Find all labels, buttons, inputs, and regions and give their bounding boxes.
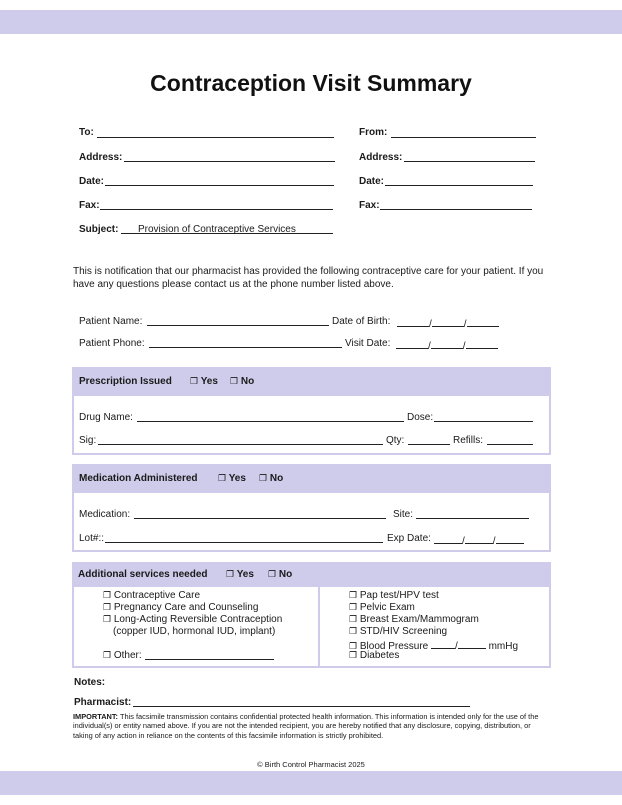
checkbox-icon[interactable]: ❐ <box>349 615 358 625</box>
notes-label: Notes: <box>74 677 106 688</box>
medication-heading: Medication Administered <box>79 473 198 484</box>
from-label: From: <box>359 127 388 138</box>
bottom-band <box>0 771 622 795</box>
refills-label: Refills: <box>453 435 484 446</box>
checkbox-icon[interactable]: ❐ <box>349 603 358 613</box>
address-left-label: Address: <box>79 152 123 163</box>
medication-label: Medication: <box>79 509 131 520</box>
prescription-yes-option[interactable]: ❐ Yes <box>190 376 218 387</box>
service-contraceptive-care[interactable]: ❐ Contraceptive Care <box>103 590 201 601</box>
patient-name-label: Patient Name: <box>79 316 143 327</box>
patient-name-field[interactable] <box>147 325 329 326</box>
prescription-no-option[interactable]: ❐ No <box>230 376 255 387</box>
dose-label: Dose: <box>407 412 434 423</box>
services-no-option[interactable]: ❐ No <box>268 569 293 580</box>
sig-label: Sig: <box>79 435 97 446</box>
to-label: To: <box>79 127 94 138</box>
date-left-field[interactable] <box>105 185 334 186</box>
address-left-field[interactable] <box>124 161 335 162</box>
checkbox-icon[interactable]: ❐ <box>349 591 358 601</box>
service-pelvic-exam[interactable]: ❐ Pelvic Exam <box>349 602 415 613</box>
services-divider <box>318 584 320 667</box>
service-pap-test[interactable]: ❐ Pap test/HPV test <box>349 590 439 601</box>
checkbox-icon[interactable]: ❐ <box>226 570 235 580</box>
subject-value: Provision of Contraceptive Services <box>138 224 296 235</box>
copyright: © Birth Control Pharmacist 2025 <box>257 760 365 769</box>
visit-date-field[interactable]: / / <box>396 338 498 352</box>
service-diabetes[interactable]: ❐ Diabetes <box>349 650 400 661</box>
checkbox-icon[interactable]: ❐ <box>190 377 199 387</box>
service-std-screening[interactable]: ❐ STD/HIV Screening <box>349 626 448 637</box>
checkbox-icon[interactable]: ❐ <box>103 651 112 661</box>
top-band <box>0 10 622 34</box>
prescription-heading: Prescription Issued <box>79 376 172 387</box>
pharmacist-label: Pharmacist: <box>74 697 132 708</box>
site-label: Site: <box>393 509 414 520</box>
lot-field[interactable] <box>105 542 383 543</box>
exp-date-field[interactable]: / / <box>434 533 524 547</box>
fax-right-field[interactable] <box>380 209 532 210</box>
checkbox-icon[interactable]: ❐ <box>349 642 358 652</box>
service-blood-pressure[interactable]: ❐ Blood Pressure / mmHg <box>349 638 518 652</box>
drug-name-field[interactable] <box>137 421 404 422</box>
medication-no-option[interactable]: ❐ No <box>259 473 284 484</box>
service-larc[interactable]: ❐ Long-Acting Reversible Contraception <box>103 614 283 625</box>
intro-text: This is notification that our pharmacist has provided the following contraceptive care for your patient. If you have any questions please contact us at the phone number listed above. <box>73 266 544 290</box>
checkbox-icon[interactable]: ❐ <box>259 474 268 484</box>
page-title: Contraception Visit Summary <box>150 70 472 96</box>
address-right-label: Address: <box>359 152 403 163</box>
site-field[interactable] <box>416 518 529 519</box>
service-larc-note: (copper IUD, hormonal IUD, implant) <box>113 626 276 637</box>
date-right-field[interactable] <box>385 185 533 186</box>
services-yes-option[interactable]: ❐ Yes <box>226 569 254 580</box>
qty-label: Qty: <box>386 435 405 446</box>
qty-field[interactable] <box>408 444 450 445</box>
dob-label: Date of Birth: <box>332 316 391 327</box>
checkbox-icon[interactable]: ❐ <box>349 627 358 637</box>
services-heading: Additional services needed <box>78 569 208 580</box>
lot-label: Lot#:: <box>79 533 105 544</box>
fax-right-label: Fax: <box>359 200 380 211</box>
subject-label: Subject: <box>79 224 119 235</box>
drug-name-label: Drug Name: <box>79 412 133 423</box>
checkbox-icon[interactable]: ❐ <box>349 651 358 661</box>
checkbox-icon[interactable]: ❐ <box>218 474 227 484</box>
patient-phone-label: Patient Phone: <box>79 338 145 349</box>
checkbox-icon[interactable]: ❐ <box>103 591 112 601</box>
address-right-field[interactable] <box>404 161 535 162</box>
confidentiality-notice <box>73 712 551 740</box>
dob-field[interactable]: / / <box>397 316 499 330</box>
medication-yes-option[interactable]: ❐ Yes <box>218 473 246 484</box>
pharmacist-field[interactable] <box>133 706 470 707</box>
important-label: IMPORTANT: <box>73 712 119 721</box>
bp-unit: mmHg <box>488 641 519 652</box>
date-left-label: Date: <box>79 176 105 187</box>
important-text: This facsimile transmission contains confidential protected health information. This information is intended only for the use of the individual(s) or entity named above. If you are not the intended recipient, you are hereby notified that any disclosure, copying, distribution, or taking of any action in reliance on the contents of this facsimile information is strictly prohibited. <box>73 712 539 740</box>
visit-date-label: Visit Date: <box>345 338 391 349</box>
to-field[interactable] <box>97 137 334 138</box>
checkbox-icon[interactable]: ❐ <box>103 603 112 613</box>
fax-left-label: Fax: <box>79 200 100 211</box>
service-breast-exam[interactable]: ❐ Breast Exam/Mammogram <box>349 614 479 625</box>
service-pregnancy-care[interactable]: ❐ Pregnancy Care and Counseling <box>103 602 259 613</box>
date-right-label: Date: <box>359 176 385 187</box>
exp-date-label: Exp Date: <box>387 533 431 544</box>
service-other-field[interactable] <box>145 659 274 660</box>
checkbox-icon[interactable]: ❐ <box>103 615 112 625</box>
refills-field[interactable] <box>487 444 533 445</box>
dose-field[interactable] <box>434 421 533 422</box>
medication-field[interactable] <box>134 518 386 519</box>
checkbox-icon[interactable]: ❐ <box>268 570 277 580</box>
service-other[interactable]: ❐ Other: <box>103 650 142 661</box>
fax-left-field[interactable] <box>100 209 333 210</box>
checkbox-icon[interactable]: ❐ <box>230 377 239 387</box>
patient-phone-field[interactable] <box>149 347 342 348</box>
from-field[interactable] <box>391 137 536 138</box>
sig-field[interactable] <box>98 444 383 445</box>
